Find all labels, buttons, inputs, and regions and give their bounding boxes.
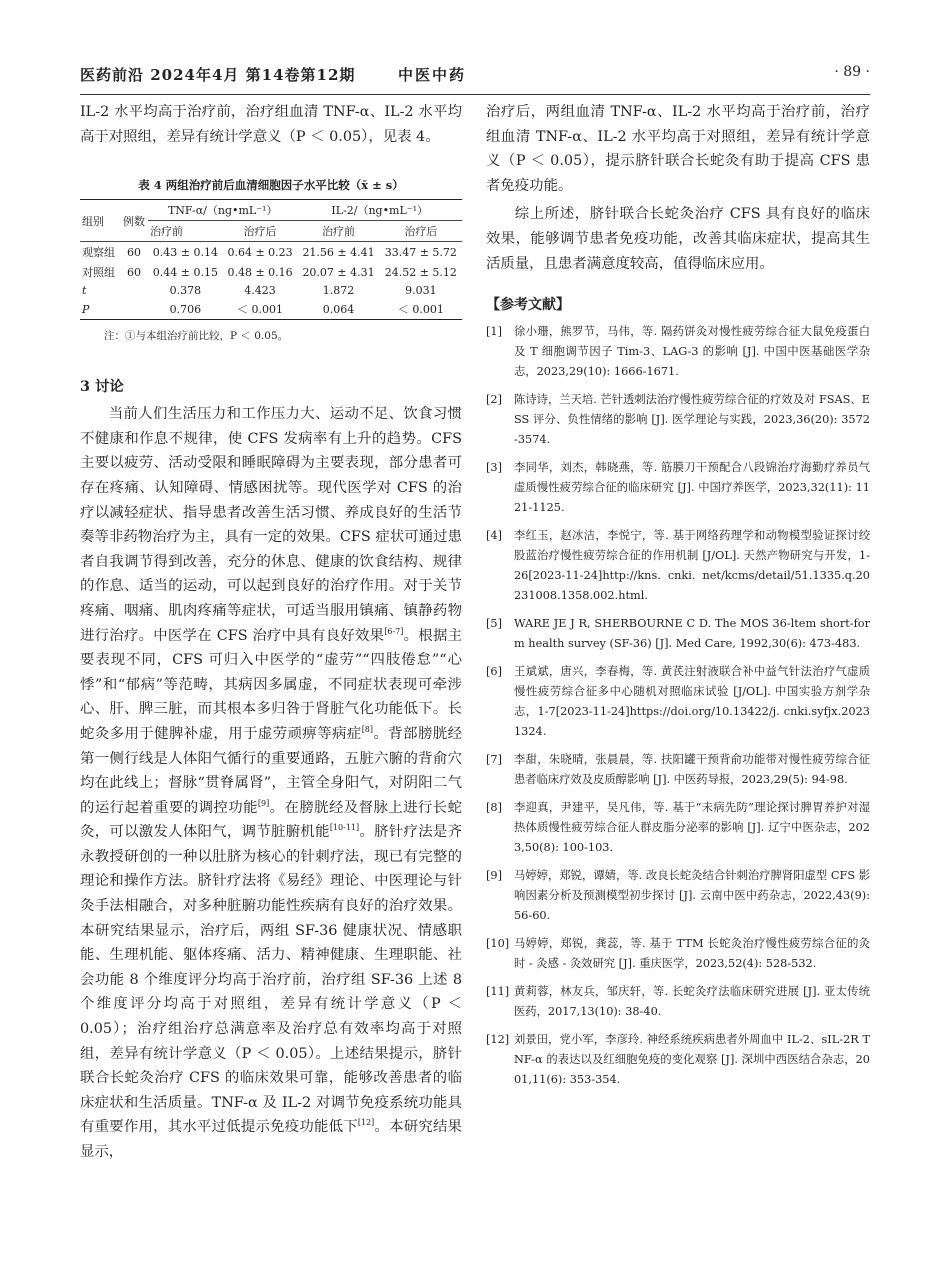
table-cell: ＜ 0.001: [237, 303, 284, 317]
reference-item: [1] 徐小珊，熊罗节，马伟，等. 隔药饼灸对慢性疲劳综合征大鼠免疫蛋白及 T 细胞调节因子 Tim-3、LAG-3 的影响 [J]. 中国中医基础医学杂志，2023,29(10): 1666-1671.: [486, 325, 870, 379]
citation: [9]: [257, 798, 270, 808]
reference-item: [11] 黄莉蓉，林友兵，邹庆轩，等. 长蛇灸疗法临床研究进展 [J]. 亚太传统医药，2017,13(10): 38-40.: [486, 985, 870, 1019]
table-header-il2: IL-2/（ng•mL⁻¹）: [297, 200, 462, 221]
section-title: 3 讨论: [80, 378, 124, 396]
right-column: [486, 100, 870, 1098]
table-row: [80, 262, 462, 282]
cytokine-table: [80, 199, 462, 320]
table-cell: 0.378: [169, 284, 202, 298]
table-row: [80, 299, 462, 320]
table-cell: 60: [126, 265, 141, 279]
table-cell: 33.47 ± 5.72: [384, 245, 457, 259]
page-number: · 89 ·: [834, 64, 870, 80]
reference-list: [486, 322, 870, 1090]
table-row: [80, 242, 462, 263]
reference-item: [5] WARE JE J R, SHERBOURNE C D. The MOS 36-ltem short-form health survey (SF-36) [J]. Med Care, 1992,30(6): 473-483.: [486, 617, 870, 651]
reference-item: [10] 马婷婷，郑锐，龚蕊，等. 基于 TTM 长蛇灸治疗慢性疲劳综合征的灸时 - 灸感 - 灸效研究 [J]. 重庆医学，2023,52(4): 528-532.: [486, 937, 870, 971]
reference-item: [6] 王斌斌，唐兴，李春梅，等. 黄芪注射液联合补中益气针法治疗气虚质慢性疲劳综合征多中心随机对照临床试验 [J/OL]. 中国实验方剂学杂志，1-7[2023-11-24]https://doi.org/10.13422/j. cnki.syfjx.20231324.: [486, 665, 870, 739]
reference-item: [9] 马婷婷，郑锐，谭婧，等. 改良长蛇灸结合针刺治疗脾肾阳虚型 CFS 影响因素分析及预测模型初步探讨 [J]. 云南中医中药杂志，2022,43(9): 56-60.: [486, 869, 870, 923]
references-title: 【参考文献】: [486, 297, 570, 314]
table-header-group: 组别: [80, 200, 120, 242]
table-cell: 0.48 ± 0.16: [227, 265, 293, 279]
reference-item: [12] 刘景田，党小军，李彦玲. 神经系统疾病患者外周血中 IL-2、sIL-2R TNF-α 的表达以及红细胞免疫的变化观察 [J]. 深圳中西医结合杂志，2001,11(6): 353-354.: [486, 1033, 870, 1087]
table-subheader-il2-after: 治疗后: [404, 225, 438, 239]
table-subheader-tnf-after: 治疗后: [243, 225, 277, 239]
citation: [8]: [361, 725, 374, 735]
table-note: 注：①与本组治疗前比较，P ＜ 0.05。: [104, 330, 289, 343]
reference-item: [2] 陈诗诗，兰天培. 芒针透刺法治疗慢性疲劳综合征的疗效及对 FSAS、ESS 评分、负性情绪的影响 [J]. 医学理论与实践，2023,36(20): 3572-3574.: [486, 393, 870, 447]
reference-item: [4] 李红玉，赵冰洁，李悦宁，等. 基于网络药理学和动物模型验证探讨绞股蓝治疗慢性疲劳综合征的作用机制 [J/OL]. 天然产物研究与开发，1-26[2023-11-24]http://kns. cnki. net/kcms/detail/51.1335.q.20231008.1358.002.html.: [486, 529, 870, 603]
left-column: [80, 100, 462, 1165]
table-caption: 表 4 两组治疗前后血清细胞因子水平比较（x̄ ± s）: [138, 178, 404, 193]
table-subheader-tnf-before: 治疗前: [150, 225, 183, 239]
intro-paragraph: IL-2 水平均高于治疗前，治疗组血清 TNF-α、IL-2 水平均高于对照组，差异有统计学意义（P ＜ 0.05），见表 4。: [80, 104, 462, 145]
section-label: 中医中药: [398, 66, 467, 84]
table-cell: P: [82, 302, 90, 316]
journal-info: 医药前沿 2024年4月 第14卷第12期: [80, 66, 356, 84]
table-cell: t: [82, 284, 87, 298]
table-cell: 9.031: [405, 284, 437, 298]
results-paragraph: 治疗后，两组血清 TNF-α、IL-2 水平均高于治疗前，治疗组血清 TNF-α、IL-2 水平均高于对照组，差异有统计学意义（P ＜ 0.05），提示脐针联合长蛇灸有助于提高 CFS 患者免疫功能。: [486, 104, 870, 194]
table-cell: 0.64 ± 0.23: [227, 245, 293, 259]
citation: [6-7]: [384, 626, 404, 636]
table-row: [80, 282, 462, 299]
citation: [10-11]: [329, 823, 360, 833]
table-cell: 0.706: [169, 302, 202, 316]
page-header: [80, 58, 870, 95]
table-cell: 4.423: [244, 284, 276, 298]
reference-item: [7] 李甜，朱晓晴，张晨晨，等. 扶阳罐干预背俞功能带对慢性疲劳综合征患者临床疗效及皮质醇影响 [J]. 中医药导报，2023,29(5): 94-98.: [486, 753, 870, 787]
table-subheader-il2-before: 治疗前: [322, 225, 356, 239]
table-cell: 观察组: [82, 246, 115, 260]
discussion-paragraph: 当前人们生活压力和工作压力大、运动不足、饮食习惯不健康和作息不规律，使 CFS 发病率有上升的趋势。CFS 主要以疲劳、活动受限和睡眠障碍为主要表现，部分患者可存在疼痛、认知障碍、情感困扰等。现代医学对 CFS 的治疗以减轻症状、指导患者改善生活习惯、养成良好的生活节奏等非药物治疗为主，具有一定的效果。CFS 症状可通过患者自我调节得到改善，充分的休息、健康的饮食结构、规律的作息、适当的运动，可以起到良好的治疗作用。对于关节疼痛、咽痛、肌肉疼痛等症状，可适当服用镇痛、镇静药物进行治疗。中医学在 CFS 治疗中具有良好效果[6-7]。根据主要表现不同，CFS 可归入中医学的“虚劳”“四肢倦怠”“心悸”和“郁病”等范畴，其病因多属虚，不同症状表现可牵涉心、肝、脾三脏，而其根本多归咎于肾脏气化功能低下。长蛇灸多用于健脾补虚，用于虚劳顽痹等病症[8]。背部膀胱经第一侧行线是人体阳气循行的重要通路，五脏六腑的背俞穴均在此线上；督脉“贯脊属肾”，主管全身阳气，对阴阳二气的运行起着重要的调控功能[9]。在膀胱经及督脉上进行长蛇灸，可以激发人体阳气，调节脏腑机能[10-11]。脐针疗法是齐永教授研创的一种以肚脐为核心的针刺疗法，现已有完整的理论和操作方法。脐针疗法将《易经》理论、中医理论与针灸手法相融合，对多种脏腑功能性疾病有良好的治疗效果。本研究结果显示，治疗后，两组 SF-36 健康状况、情感职能、生理机能、躯体疼痛、活力、精神健康、生理职能、社会功能 8 个维度评分均高于治疗前，治疗组 SF-36 上述 8 个维度评分均高于对照组，差异有统计学意义（P ＜ 0.05）；治疗组治疗总满意率及治疗总有效率均高于对照组，差异有统计学意义（P ＜ 0.05）。上述结果提示，脐针联合长蛇灸治疗 CFS 的临床效果可靠，能够改善患者的临床症状和生活质量。TNF-α 及 IL-2 对调节免疫系统功能具有重要作用，其水平过低提示免疫功能低下[12]。本研究结果显示，: [80, 406, 462, 1160]
table-header-tnf: TNF-α/（ng•mL⁻¹）: [148, 200, 297, 221]
reference-item: [8] 李迎真，尹建平，吴凡伟，等. 基于“未病先防”理论探讨脾胃养护对湿热体质慢性疲劳综合征人群皮脂分泌率的影响 [J]. 辽宁中医杂志，2023,50(8): 100-103.: [486, 801, 870, 855]
conclusion-paragraph: 综上所述，脐针联合长蛇灸治疗 CFS 具有良好的临床效果，能够调节患者免疫功能，改善其临床症状，提高其生活质量，且患者满意度较高，值得临床应用。: [486, 206, 870, 272]
table-cell: ＜ 0.001: [397, 303, 444, 317]
table-cell: 0.064: [322, 302, 355, 316]
citation: [12]: [357, 1118, 375, 1128]
table-cell: 60: [126, 245, 141, 259]
table-cell: 21.56 ± 4.41: [302, 245, 375, 259]
table-cell: 20.07 ± 4.31: [302, 265, 375, 279]
table-header-n: 例数: [120, 200, 148, 242]
table-cell: 0.43 ± 0.14: [152, 245, 218, 259]
table-cell: [120, 282, 148, 299]
reference-item: [3] 李同华，刘杰，韩晓燕，等. 筋膜刀干预配合八段锦治疗海勤疗养员气虚质慢性疲劳综合征的临床研究 [J]. 中国疗养医学，2023,32(11): 1121-1125.: [486, 461, 870, 515]
table-cell: 24.52 ± 5.12: [384, 265, 457, 279]
table-cell: [120, 299, 148, 320]
table-cell: 0.44 ± 0.15: [152, 265, 218, 279]
table-cell: 对照组: [82, 266, 115, 280]
table-cell: 1.872: [322, 284, 355, 298]
